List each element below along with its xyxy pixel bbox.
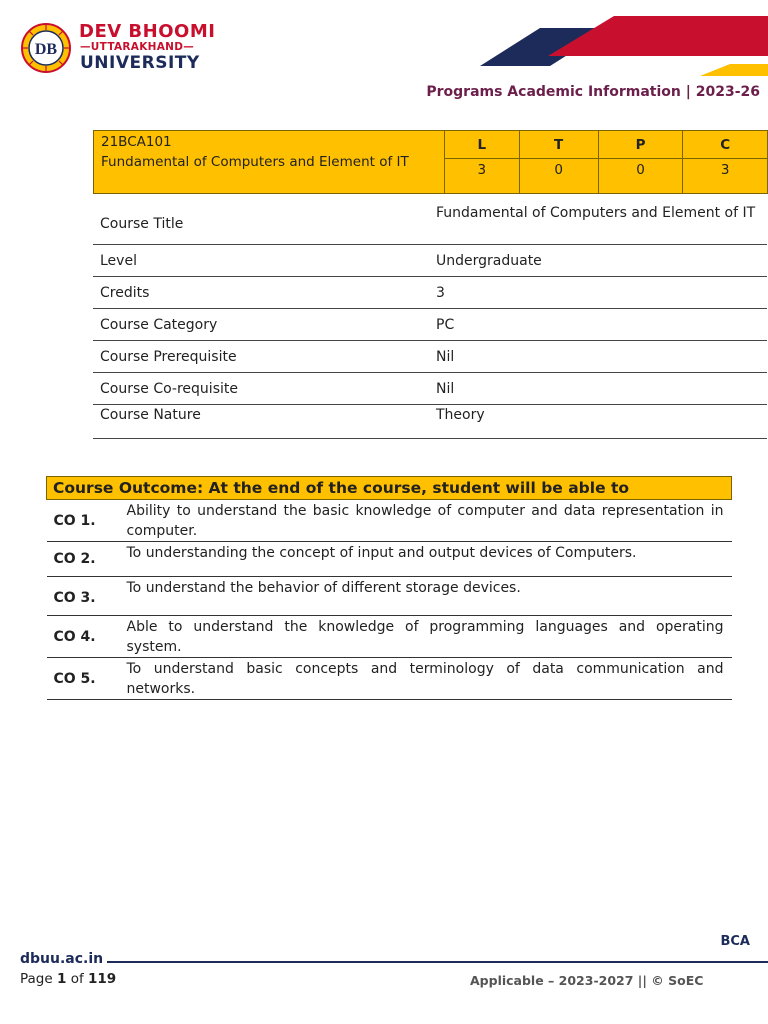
table-row: [47, 658, 732, 700]
course-outcomes-table: [46, 476, 732, 700]
outcome-label: CO 4.: [47, 616, 120, 658]
ltpc-header-l: L: [445, 131, 520, 159]
outcome-label: CO 1.: [47, 500, 120, 542]
info-label: Course Category: [93, 309, 429, 341]
outcome-label: CO 2.: [47, 542, 120, 577]
table-row: [47, 500, 732, 542]
course-code-cell: [94, 131, 445, 194]
header-banner-graphic: [470, 14, 768, 76]
page-of: of: [70, 971, 84, 987]
outcome-label: CO 5.: [47, 658, 120, 700]
info-label: Course Prerequisite: [93, 341, 429, 373]
table-row: [93, 309, 767, 341]
course-outcomes-heading: Course Outcome: At the end of the course, student will be able to: [47, 477, 732, 500]
course-code-table: [93, 130, 768, 194]
outcome-text: To understand basic concepts and terminology of data communication and networks.: [120, 658, 732, 700]
outcome-label: CO 3.: [47, 577, 120, 616]
emblem-letters: DB: [34, 41, 58, 58]
table-row: [93, 373, 767, 405]
footer-website-link[interactable]: dbuu.ac.in: [20, 951, 104, 967]
info-label: Level: [93, 245, 429, 277]
table-row: [93, 203, 767, 245]
info-value: PC: [429, 309, 767, 341]
page-total: 119: [88, 971, 117, 987]
info-label: Course Co-requisite: [93, 373, 429, 405]
footer-divider: [107, 961, 768, 963]
ltpc-header-t: T: [519, 131, 598, 159]
footer-program: BCA: [720, 934, 750, 949]
outcome-text: Able to understand the knowledge of programming languages and operating system.: [120, 616, 732, 658]
course-code-title: Fundamental of Computers and Element of IT: [101, 154, 409, 170]
info-value: Fundamental of Computers and Element of IT: [429, 203, 767, 245]
info-label: Course Nature: [93, 405, 429, 439]
ltpc-value-p: 0: [598, 159, 683, 194]
outcome-text: Ability to understand the basic knowledge of computer and data representation in computer.: [120, 500, 732, 542]
logo-wordmark-line2: —UTTARAKHAND—: [80, 41, 195, 53]
info-value: 3: [429, 277, 767, 309]
university-emblem-icon: [20, 22, 72, 74]
info-value: Theory: [429, 405, 767, 439]
ltpc-header-c: C: [683, 131, 768, 159]
logo-wordmark-line1: DEV BHOOMI: [79, 21, 216, 42]
ltpc-value-c: 3: [683, 159, 768, 194]
course-info-table: [93, 203, 767, 439]
ltpc-header-p: P: [598, 131, 683, 159]
table-row: [47, 577, 732, 616]
footer-applicable: Applicable – 2023-2027 || © SoEC: [470, 973, 704, 988]
outcome-text: To understanding the concept of input and output devices of Computers.: [120, 542, 732, 577]
ltpc-value-l: 3: [445, 159, 520, 194]
table-row: [47, 542, 732, 577]
info-value: Nil: [429, 373, 767, 405]
table-row: [47, 616, 732, 658]
info-value: Nil: [429, 341, 767, 373]
info-label: Credits: [93, 277, 429, 309]
table-row: [93, 245, 767, 277]
page-prefix: Page: [20, 971, 53, 987]
outcome-text: To understand the behavior of different storage devices.: [120, 577, 732, 616]
info-label: Course Title: [93, 203, 429, 245]
table-row: [93, 405, 767, 439]
logo-wordmark-line3: UNIVERSITY: [80, 53, 200, 73]
course-code: 21BCA101: [101, 134, 172, 150]
ltpc-value-t: 0: [519, 159, 598, 194]
table-row: [93, 277, 767, 309]
info-value: Undergraduate: [429, 245, 767, 277]
page-number: [20, 971, 116, 987]
table-row: [93, 341, 767, 373]
page-current: 1: [56, 971, 67, 987]
header-subtitle: Programs Academic Information | 2023-26: [426, 84, 760, 100]
